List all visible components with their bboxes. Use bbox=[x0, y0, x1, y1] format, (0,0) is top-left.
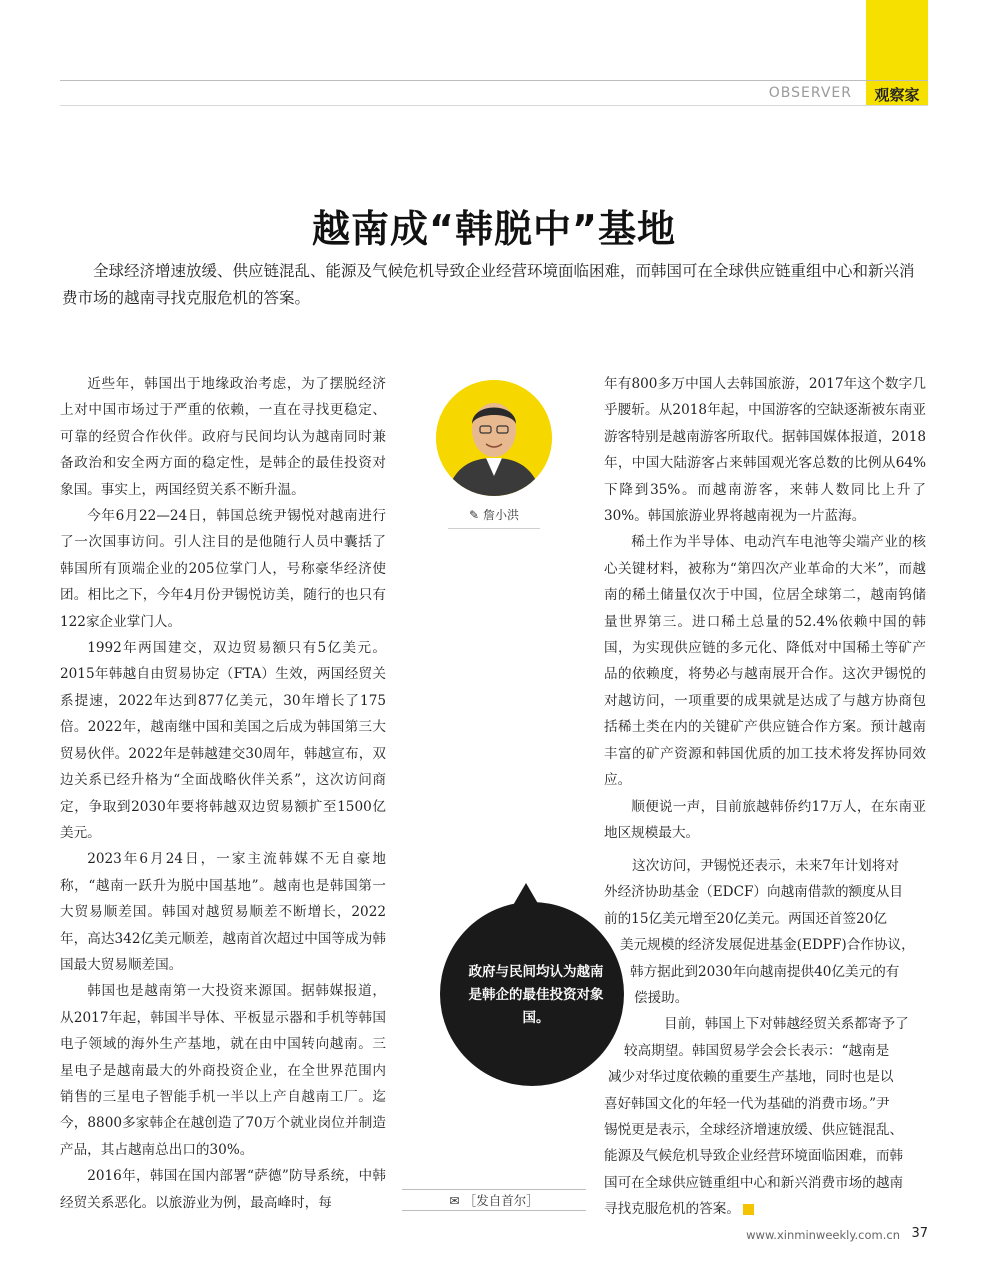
text-line: 外经济协助基金（EDCF）向越南借款的额度从目 bbox=[604, 884, 903, 901]
section-label-en: OBSERVER bbox=[768, 85, 852, 101]
text-line: 前的15亿美元增至20亿美元。两国还首签20亿 bbox=[604, 910, 887, 927]
author-portrait bbox=[436, 380, 552, 496]
dateline-rule-bottom bbox=[402, 1210, 586, 1211]
paragraph: 1992年两国建交，双边贸易额只有5亿美元。2015年韩越自由贸易协定（FTA）生效，两国经贸关系提速，2022年达到877亿美元，30年增长了175倍。2022年，越南继中国和美国之后成为韩国第三大贸易伙伴。2022年是韩越建交30周年，韩越宣布，双边关系已经升格为“全面战略伙伴关系”，这次访问商定，争取到2030年要将韩越双边贸易额扩至1500亿美元。 bbox=[60, 640, 386, 841]
text-line-final: 寻找克服危机的答案。 bbox=[604, 1201, 740, 1218]
text-line: 减少对华过度依赖的重要生产基地，同时也是以 bbox=[608, 1069, 894, 1086]
text-line: 喜好韩国文化的年轻一代为基础的消费市场。”尹 bbox=[604, 1095, 890, 1112]
pull-quote: 政府与民间均认为越南是韩企的最佳投资对象国。 bbox=[468, 964, 604, 1026]
dateline-text: ［发自首尔］ bbox=[463, 1193, 539, 1208]
author-name: 詹小洪 bbox=[482, 508, 519, 522]
text-line: 美元规模的经济发展促进基金(EDPF)合作协议， bbox=[620, 937, 915, 954]
text-line: 能源及气候危机导致企业经营环境面临困难，而韩 bbox=[604, 1148, 904, 1165]
paragraph: 顺便说一声，目前旅越韩侨约17万人，在东南亚地区规模最大。 bbox=[604, 798, 926, 841]
text-line: 目前，韩国上下对韩越经贸关系都寄予了 bbox=[664, 1016, 909, 1033]
author-byline bbox=[448, 506, 540, 523]
envelope-icon: ✉ bbox=[449, 1193, 460, 1208]
paragraph: 韩国也是越南第一大投资来源国。据韩媒报道，从2017年起，韩国半导体、平板显示器和手机等韩国电子领域的海外生产基地，就在由中国转向越南。三星电子是越南最大的外商投资企业，在全世界范围内销售的三星电子智能手机一半以上产自越南工厂。迄今，8800多家韩企在越创造了70万个就业岗位并制造产品，其占越南总出口的30%。 bbox=[60, 983, 386, 1158]
text-line: 韩方据此到2030年向越南提供40亿美元的有 bbox=[630, 963, 900, 980]
footer-url: www.xinminweekly.com.cn bbox=[746, 1228, 900, 1242]
byline-divider bbox=[448, 528, 540, 529]
section-label-cn: 观察家 bbox=[874, 86, 920, 104]
article-lead: 全球经济增速放缓、供应链混乱、能源及气候危机导致企业经营环境面临困难，而韩国可在全球供应链重组中心和新兴消费市场的越南寻找克服危机的答案。 bbox=[62, 262, 915, 307]
paragraph: 2016年，韩国在国内部署“萨德”防导系统，中韩经贸关系恶化。以旅游业为例，最高峰时，每 bbox=[60, 1168, 386, 1211]
paragraph: 年有800多万中国人去韩国旅游，2017年这个数字几乎腰斩。从2018年起，中国游客的空缺逐渐被东南亚游客特别是越南游客所取代。据韩国媒体报道，2018年，中国大陆游客占来韩国观光客总数的比例从64%下降到35%。而越南游客，来韩人数同比上升了30%。韩国旅游业界将越南视为一片蓝海。 bbox=[604, 376, 926, 525]
header-rule-lower bbox=[60, 105, 928, 106]
left-column bbox=[60, 371, 386, 1216]
paragraph: 2023年6月24日，一家主流韩媒不无自豪地称，“越南一跃升为脱中国基地”。越南也是韩国第一大贸易顺差国。韩国对越贸易顺差不断增长，2022年，高达342亿美元顺差，越南首次超过中国等成为韩国最大贸易顺差国。 bbox=[60, 851, 386, 973]
text-line: 较高期望。韩国贸易学会会长表示：“越南是 bbox=[624, 1042, 890, 1059]
text-line bbox=[604, 1196, 754, 1222]
paragraph: 稀土作为半导体、电动汽车电池等尖端产业的核心关键材料，被称为“第四次产业革命的大米”，而越南的稀土储量仅次于中国，位居全球第二，越南钨储量世界第三。进口稀土总量的52.4%依赖中国的韩国，为实现供应链的多元化、降低对中国稀土等矿产品的依赖度，将势必与越南展开合作。这次尹锡悦的对越访问，一项重要的成果就是达成了与越方协商包括稀土类在内的关键矿产供应链合作方案。预计越南丰富的矿产资源和韩国优质的加工技术将发挥协同效应。 bbox=[604, 534, 926, 789]
paragraph: 今年6月22—24日，韩国总统尹锡悦对越南进行了一次国事访问。引人注目的是他随行人员中囊括了韩国所有顶端企业的205位掌门人，号称豪华经济使团。相比之下，今年4月份尹锡悦访美，随行的也只有122家企业掌门人。 bbox=[60, 508, 386, 630]
end-mark-icon bbox=[743, 1204, 754, 1215]
paragraph: 近些年，韩国出于地缘政治考虑，为了摆脱经济上对中国市场过于严重的依赖，一直在寻找更稳定、可靠的经贸合作伙伴。政府与民间均认为越南同时兼备政治和安全两方面的稳定性，是韩企的最佳投资对象国。事实上，两国经贸关系不断升温。 bbox=[60, 376, 386, 498]
pen-icon: ✎ bbox=[469, 508, 480, 522]
dateline bbox=[402, 1191, 586, 1209]
article-title: 越南成“韩脱中”基地 bbox=[312, 207, 676, 251]
right-column-upper bbox=[604, 371, 926, 846]
page-number: 37 bbox=[911, 1226, 928, 1241]
text-line: 国可在全球供应链重组中心和新兴消费市场的越南 bbox=[604, 1174, 904, 1191]
text-line: 锡悦更是表示，全球经济增速放缓、供应链混乱、 bbox=[604, 1122, 904, 1138]
header-rule bbox=[60, 80, 928, 81]
text-line: 这次访问，尹锡悦还表示，未来7年计划将对 bbox=[632, 858, 899, 874]
text-line: 偿援助。 bbox=[634, 990, 689, 1006]
dateline-rule-top bbox=[402, 1189, 586, 1190]
